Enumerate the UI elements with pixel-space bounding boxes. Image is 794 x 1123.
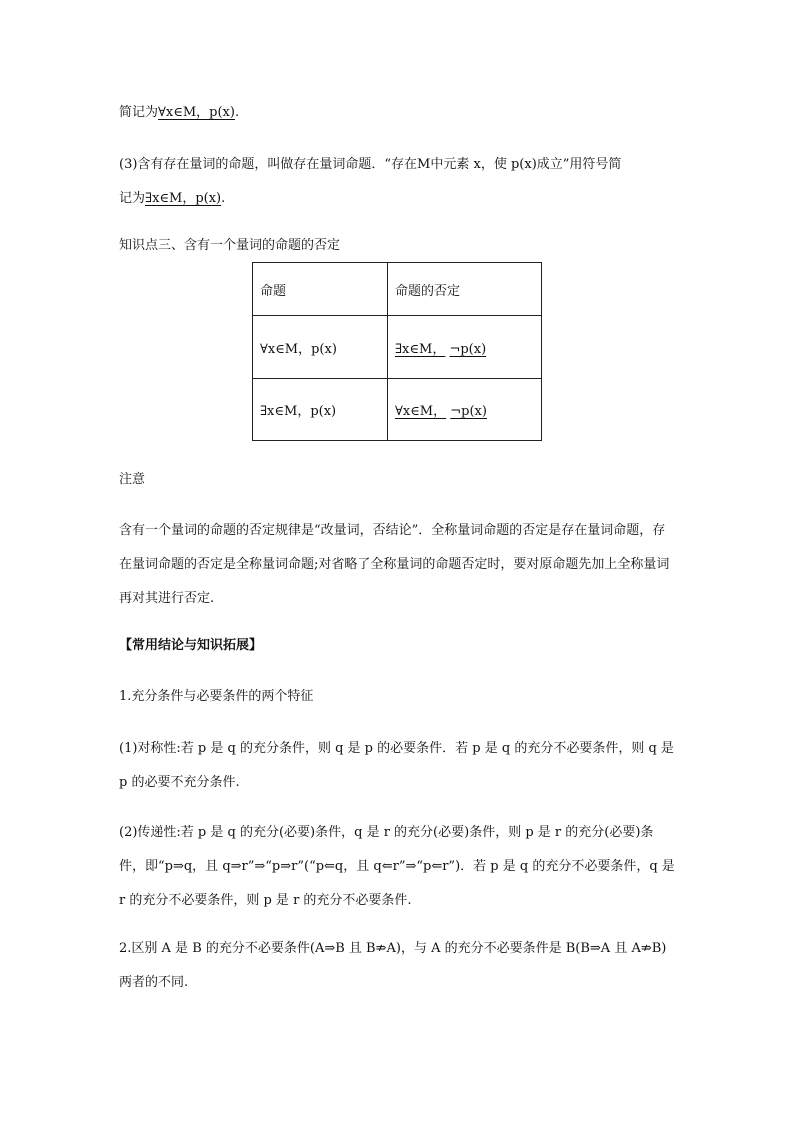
- line-universal-notation: [119, 96, 675, 130]
- row2-negation-predicate: ¬p(x): [450, 404, 487, 419]
- table-header-row: [253, 263, 542, 316]
- header-negation: 命题的否定: [388, 263, 542, 316]
- row2-negation: [388, 379, 542, 441]
- line3-end: .: [221, 191, 226, 206]
- item1-transitivity: (2)传递性:若 p 是 q 的充分(必要)条件，q 是 r 的充分(必要)条件，则 p 是 r 的充分(必要)条件，即“p⇒q，且 q⇒r”⇒“p⇒r”(“p⇐q，且 q⇐r”⇒“p⇐r”)．若 p 是 q 的充分不必要条件，q 是 r 的充分不必要条件，则 p 是 r 的充分不必要条件.: [119, 825, 675, 908]
- item1-title: 1.充分条件与必要条件的两个特征: [119, 689, 314, 704]
- negation-table: [252, 262, 542, 441]
- row2-negation-quantifier: ∀x∈M，: [395, 404, 447, 419]
- line3-prefix: 记为: [119, 191, 146, 206]
- line1-prefix: 简记为: [119, 105, 159, 120]
- universal-formula: ∀x∈M，p(x): [158, 105, 235, 120]
- note-title: 注意: [119, 472, 146, 487]
- line1-end: .: [234, 105, 240, 120]
- header-proposition: 命题: [253, 263, 388, 316]
- table-row: [253, 379, 542, 441]
- row1-negation-quantifier: ∃x∈M，: [395, 341, 446, 357]
- note-text: 含有一个量词的命题的否定规律是“改量词，否结论”．全称量词命题的否定是存在量词命题，存在量词命题的否定是全称量词命题;对省略了全称量词的命题否定时，要对原命题先加上全称量词再对其进行否定.: [119, 523, 670, 606]
- row2-proposition: ∃x∈M，p(x): [253, 379, 388, 441]
- row1-proposition: ∀x∈M，p(x): [253, 316, 388, 379]
- item1-symmetry: (1)对称性:若 p 是 q 的充分条件，则 q 是 p 的必要条件．若 p 是 q 的充分不必要条件，则 q 是 p 的必要不充分条件.: [119, 741, 674, 790]
- item2-text: 2.区别 A 是 B 的充分不必要条件(A⇒B 且 B⇏A)，与 A 的充分不必要条件是 B(B⇒A 且 A⇏B)两者的不同.: [119, 941, 667, 990]
- extension-title: 【常用结论与知识拓展】: [119, 638, 263, 653]
- existential-formula: ∃x∈M，p(x): [145, 191, 222, 206]
- row1-negation-predicate: ¬p(x): [449, 341, 487, 357]
- section3-title: 知识点三、含有一个量词的命题的否定: [119, 238, 341, 253]
- row1-negation: [388, 316, 542, 379]
- existential-definition-text: (3)含有存在量词的命题，叫做存在量词命题．“存在M中元素 x，使 p(x)成立”用符号简: [119, 157, 622, 172]
- existential-definition: [119, 148, 675, 216]
- table-row: [253, 316, 542, 379]
